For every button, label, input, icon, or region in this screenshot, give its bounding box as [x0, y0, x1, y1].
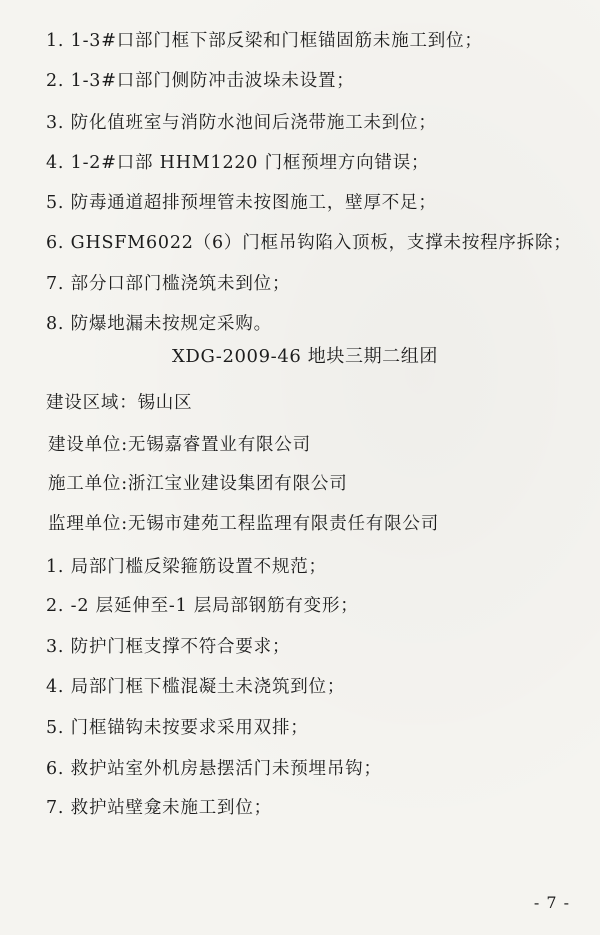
group1-item: 2. 1-3#口部门侧防冲击波垛未设置； [46, 71, 355, 91]
page-number: - 7 - [533, 893, 570, 912]
group2-item: 4. 局部门框下槛混凝土未浇筑到位； [46, 677, 346, 697]
info-supervisor: 监理单位:无锡市建苑工程监理有限责任有限公司 [48, 514, 439, 534]
group1-item: 6. GHSFM6022（6）门框吊钩陷入顶板，支撑未按程序拆除； [46, 233, 572, 253]
group1-item: 1. 1-3#口部门框下部反梁和门框锚固筋未施工到位； [46, 31, 483, 51]
group2-item: 2. -2 层延伸至-1 层局部钢筋有变形； [46, 596, 359, 616]
info-contractor: 施工单位:浙江宝业建设集团有限公司 [48, 474, 348, 494]
group2-item: 3. 防护门框支撑不符合要求； [46, 637, 291, 657]
info-builder: 建设单位:无锡嘉睿置业有限公司 [48, 435, 311, 455]
group2-item: 1. 局部门槛反梁箍筋设置不规范； [46, 557, 327, 577]
show-through-shadow [470, 118, 580, 130]
group2-item: 7. 救护站壁龛未施工到位； [46, 798, 272, 818]
group1-item: 5. 防毒通道超排预埋管未按图施工，壁厚不足； [46, 193, 437, 213]
info-region: 建设区域：锡山区 [46, 393, 193, 413]
group1-item: 8. 防爆地漏未按规定采购。 [46, 314, 272, 334]
group2-item: 6. 救护站室外机房悬摆活门未预埋吊钩； [46, 759, 382, 779]
group1-item: 4. 1-2#口部 HHM1220 门框预埋方向错误； [46, 153, 430, 173]
section-heading: XDG-2009-46 地块三期二组团 [172, 346, 438, 367]
group1-item: 3. 防化值班室与消防水池间后浇带施工未到位； [46, 113, 437, 133]
group2-item: 5. 门框锚钩未按要求采用双排； [46, 718, 309, 738]
group1-item: 7. 部分口部门槛浇筑未到位； [46, 274, 291, 294]
